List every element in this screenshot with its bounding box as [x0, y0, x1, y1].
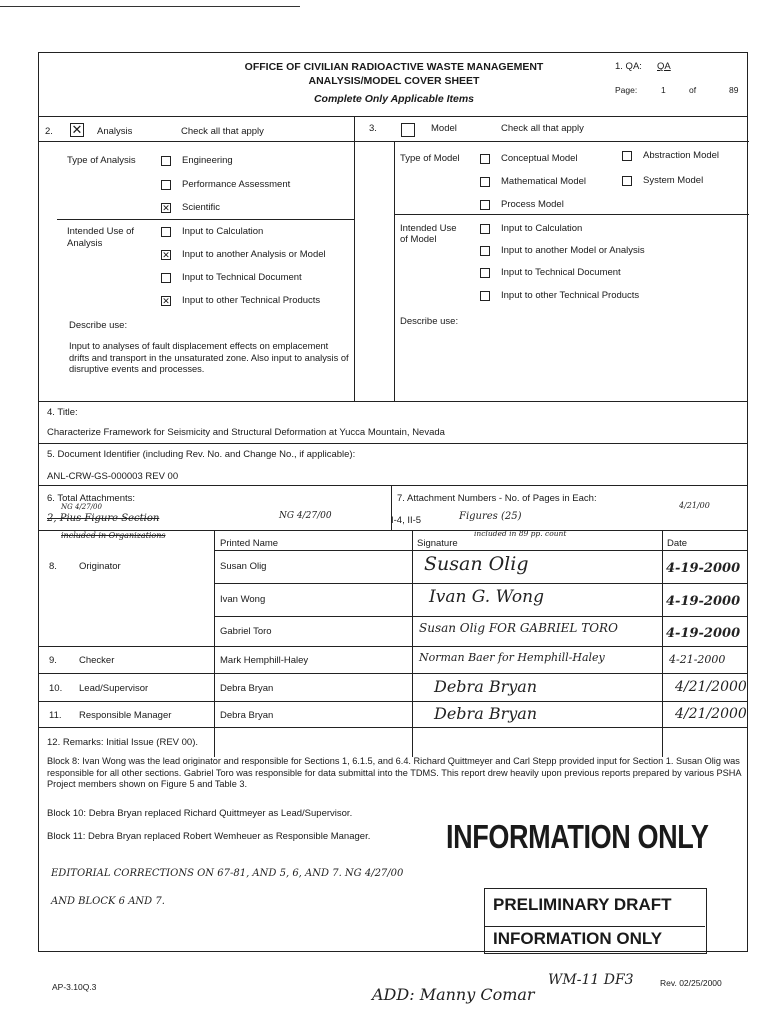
page-total: 89	[729, 85, 739, 95]
information-only-stamp: INFORMATION ONLY	[446, 818, 709, 855]
model-input-calculation-checkbox[interactable]	[480, 224, 490, 234]
attachments-hw-initials: NG 4/27/00	[61, 503, 102, 511]
option-system-model: System Model	[643, 175, 704, 186]
remarks-label: 12. Remarks: Initial Issue (REV 00).	[47, 737, 198, 748]
row-date: 4-21-2000	[669, 653, 726, 666]
title-label: 4. Title:	[47, 407, 78, 418]
document-identifier-value: ANL-CRW-GS-000003 REV 00	[47, 471, 179, 482]
model-option-input-model: Input to another Model or Analysis	[501, 245, 645, 256]
page-label: Page:	[615, 85, 638, 95]
row-date: 4-19-2000	[666, 594, 741, 609]
row-printed-name: Debra Bryan	[220, 683, 274, 694]
revision-date: Rev. 02/25/2000	[660, 978, 722, 988]
option-process-model: Process Model	[501, 199, 564, 210]
row-number: 11.	[49, 710, 62, 721]
divider	[39, 485, 747, 486]
divider	[394, 214, 749, 215]
attachment-numbers-label: 7. Attachment Numbers - No. of Pages in Each:	[397, 493, 597, 504]
model-input-model-checkbox[interactable]	[480, 246, 490, 256]
performance-assessment-checkbox[interactable]	[161, 180, 171, 190]
attachment-numbers-hw-note: included in 89 pp. count	[474, 529, 567, 538]
divider	[39, 530, 747, 531]
row-date: 4-19-2000	[666, 626, 741, 641]
title-value: Characterize Framework for Seismicity and Structural Deformation at Yucca Mountain, Nevada	[47, 427, 445, 438]
engineering-checkbox[interactable]	[161, 156, 171, 166]
row-date: 4-19-2000	[666, 561, 741, 576]
divider	[39, 443, 747, 444]
model-describe-use-label: Describe use:	[400, 316, 459, 327]
system-model-checkbox[interactable]	[622, 176, 632, 186]
mathematical-model-checkbox[interactable]	[480, 177, 490, 187]
describe-use-label: Describe use:	[69, 320, 128, 331]
block3-checkall: Check all that apply	[501, 123, 584, 134]
row-number: 8.	[49, 561, 57, 572]
page-number: 1	[661, 85, 666, 95]
total-attachments-label: 6. Total Attachments:	[47, 493, 136, 504]
input-analysis-checkbox[interactable]: ✕	[162, 250, 170, 260]
divider	[39, 116, 747, 117]
row-date: 4/21/2000	[675, 706, 747, 722]
type-of-analysis-label: Type of Analysis	[67, 155, 136, 166]
divider	[39, 673, 747, 674]
top-rule	[0, 6, 300, 7]
divider	[394, 141, 395, 401]
block2-checkall: Check all that apply	[181, 126, 264, 137]
remarks-block11: Block 11: Debra Bryan replaced Robert Wemheuer as Responsible Manager.	[47, 831, 371, 842]
cover-sheet-form	[38, 52, 748, 952]
attachments-hw-note: included in Organizations	[61, 531, 166, 540]
input-technical-document-checkbox[interactable]	[161, 273, 171, 283]
footer-handwritten-wm: WM-11 DF3	[548, 972, 634, 988]
divider	[214, 616, 747, 617]
block3-label: Model	[431, 123, 457, 134]
abstraction-model-checkbox[interactable]	[622, 151, 632, 161]
row-printed-name: Ivan Wong	[220, 594, 266, 605]
form-id: AP-3.10Q.3	[52, 982, 97, 992]
row-printed-name: Gabriel Toro	[220, 626, 272, 637]
attachment-numbers-hw-date: 4/21/00	[679, 501, 710, 510]
remarks-block10: Block 10: Debra Bryan replaced Richard Quittmeyer as Lead/Supervisor.	[47, 808, 353, 819]
block2-number: 2.	[45, 126, 53, 137]
divider	[214, 550, 747, 551]
model-input-technical-document-checkbox[interactable]	[480, 268, 490, 278]
input-technical-products-checkbox[interactable]: ✕	[162, 296, 170, 306]
row-number: 10.	[49, 683, 63, 694]
model-option-input-technical-products: Input to other Technical Products	[501, 290, 640, 301]
option-input-analysis: Input to another Analysis or Model	[182, 249, 326, 260]
remarks-block8: Block 8: Ivan Wong was the lead originator and responsible for Sections 1, 6.1.5, and 6.4. Richard Quittmeyer and Carl Stepp provided input for Section 1. Susan Olig was responsible for all other sections. Gabriel Toro was responsible for data submittal into the TDMS. This report drew heavily upon previous reports prepared by various PSHA Project members shown on Figure 5 and Table 3.	[47, 756, 741, 789]
row-role: Originator	[79, 561, 121, 572]
row-printed-name: Mark Hemphill-Haley	[220, 655, 309, 666]
analysis-checkbox[interactable]: ✕	[71, 122, 83, 137]
qa-value: QA	[657, 61, 671, 72]
row-signature: Debra Bryan	[434, 704, 538, 723]
divider	[39, 701, 747, 702]
row-printed-name: Debra Bryan	[220, 710, 274, 721]
option-scientific: Scientific	[182, 202, 221, 213]
row-number: 9.	[49, 655, 57, 666]
divider	[412, 530, 413, 757]
conceptual-model-checkbox[interactable]	[480, 154, 490, 164]
process-model-checkbox[interactable]	[480, 200, 490, 210]
row-role: Checker	[79, 655, 115, 666]
attachments-hw-date: NG 4/27/00	[279, 511, 332, 521]
divider	[214, 583, 747, 584]
page-of-label: of	[689, 85, 697, 95]
option-mathematical-model: Mathematical Model	[501, 176, 587, 187]
option-input-calculation: Input to Calculation	[182, 226, 264, 237]
divider	[662, 530, 663, 757]
attachment-numbers-value: I-4, II-5	[391, 515, 422, 526]
divider	[354, 116, 355, 401]
row-signature: Debra Bryan	[434, 677, 538, 696]
stamp-divider	[485, 926, 705, 927]
block2-label: Analysis	[97, 126, 133, 137]
signature-header: Signature	[417, 538, 458, 549]
model-option-input-calculation: Input to Calculation	[501, 223, 583, 234]
preliminary-draft-text: PRELIMINARY DRAFT	[493, 895, 672, 914]
divider	[354, 141, 749, 142]
row-role: Responsible Manager	[79, 710, 172, 721]
model-checkbox[interactable]	[401, 123, 415, 137]
intended-use-analysis-label: Intended Use of Analysis	[67, 226, 135, 249]
divider	[39, 646, 747, 647]
divider	[214, 530, 215, 757]
information-only-small-text: INFORMATION ONLY	[493, 929, 663, 948]
total-attachments-value: 2, Pius Figure Section	[47, 513, 160, 524]
attachment-numbers-hw: Figures (25)	[459, 511, 522, 522]
option-abstraction-model: Abstraction Model	[643, 150, 720, 161]
form-instruction: Complete Only Applicable Items	[313, 93, 475, 105]
qa-label: 1. QA:	[615, 61, 642, 72]
block3-number: 3.	[369, 123, 377, 134]
row-signature: Norman Baer for Hemphill-Haley	[419, 651, 605, 664]
footer-handwritten-add: ADD: Manny Comar	[372, 985, 535, 1004]
row-date: 4/21/2000	[675, 679, 747, 695]
option-performance-assessment: Performance Assessment	[182, 179, 291, 190]
form-title: OFFICE OF CIVILIAN RADIOACTIVE WASTE MANAGEMENT	[244, 61, 544, 73]
option-engineering: Engineering	[182, 155, 233, 166]
model-input-technical-products-checkbox[interactable]	[480, 291, 490, 301]
row-role: Lead/Supervisor	[79, 683, 149, 694]
form-subtitle: ANALYSIS/MODEL COVER SHEET	[308, 75, 480, 87]
document-identifier-label: 5. Document Identifier (including Rev. No. and Change No., if applicable):	[47, 449, 356, 460]
option-input-technical-products: Input to other Technical Products	[182, 295, 321, 306]
divider	[39, 141, 354, 142]
remarks-handwritten-1: EDITORIAL CORRECTIONS ON 67-81, AND 5, 6, AND 7. NG 4/27/00	[51, 868, 404, 879]
date-header: Date	[667, 538, 688, 549]
option-conceptual-model: Conceptual Model	[501, 153, 578, 164]
divider	[39, 727, 747, 728]
preliminary-draft-stamp	[484, 888, 707, 954]
type-of-model-label: Type of Model	[400, 153, 460, 164]
divider	[57, 219, 354, 220]
remarks-handwritten-2: AND BLOCK 6 AND 7.	[51, 896, 165, 907]
divider	[39, 401, 747, 402]
scientific-checkbox[interactable]: ✕	[162, 203, 170, 213]
input-calculation-checkbox[interactable]	[161, 227, 171, 237]
option-input-technical-document: Input to Technical Document	[182, 272, 302, 283]
row-signature: Susan Olig	[424, 553, 529, 575]
row-signature: Ivan G. Wong	[429, 587, 544, 607]
row-signature: Susan Olig FOR GABRIEL TORO	[419, 621, 618, 635]
model-option-input-technical-document: Input to Technical Document	[501, 267, 621, 278]
intended-use-model-label: Intended Use of Model	[400, 223, 457, 245]
printed-name-header: Printed Name	[220, 538, 279, 549]
describe-use-text: Input to analyses of fault displacement effects on emplacement drifts and transport in the unsaturated zone. Also input to analysis of disruptive events and processes.	[69, 341, 349, 374]
row-printed-name: Susan Olig	[220, 561, 267, 572]
